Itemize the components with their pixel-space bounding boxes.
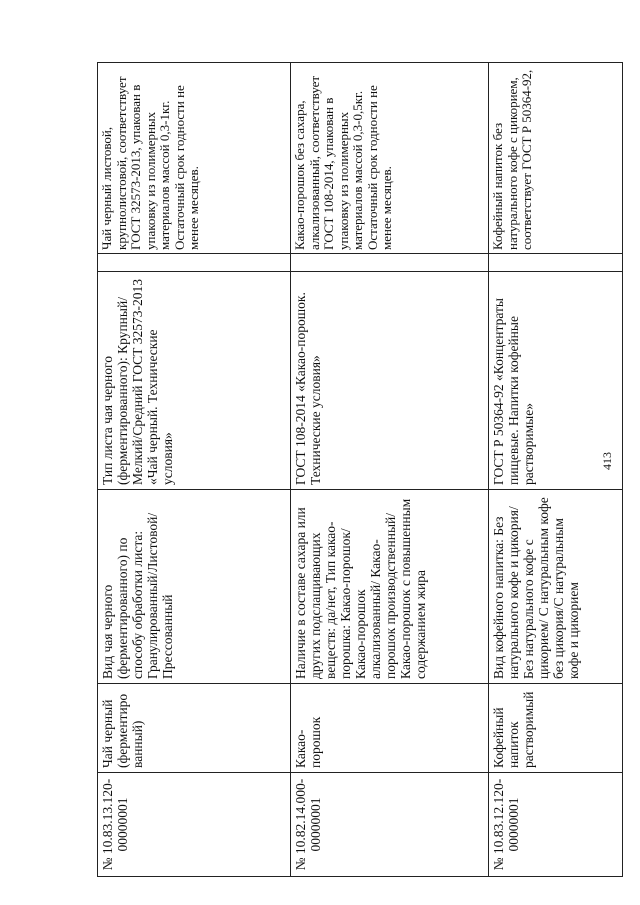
rotated-table-wrapper <box>97 63 607 877</box>
table-row <box>291 63 489 877</box>
product-name-cell: Кофейный напиток растворимый <box>489 684 623 773</box>
characteristic-cell: Вид кофейного напитка: Без натурального кофе и цикория/ Без натурального кофе с цикорием/ С натуральным кофе без цикория/С натуральным кофе и цикорием <box>489 490 623 684</box>
specification-cell: Какао-порошок без сахара, алкализованный, соответствует ГОСТ 108-2014, упакован в упаковку из полимерных материалов массой 0,3-0,5кг. Остаточный срок годности не менее месяцев. <box>291 63 489 254</box>
page-number: 413 <box>600 452 614 470</box>
empty-cell <box>291 254 489 272</box>
product-name-cell: Чай черный (ферментированный) <box>98 684 291 773</box>
okpd-code-cell: № 10.83.13.120-00000001 <box>98 773 291 877</box>
empty-cell <box>98 254 291 272</box>
empty-cell <box>489 254 623 272</box>
product-name-cell: Какао-порошок <box>291 684 489 773</box>
okpd-code-cell: № 10.83.12.120-00000001 <box>489 773 623 877</box>
standard-cell: ГОСТ Р 50364-92 «Концентраты пищевые. Напитки кофейные растворимые» <box>489 272 623 490</box>
specification-cell: Кофейный напиток без натурального кофе с цикорием, соответствует ГОСТ Р 50364-92, <box>489 63 623 254</box>
product-specification-table <box>97 62 623 877</box>
table-row <box>98 63 291 877</box>
okpd-code-cell: № 10.82.14.000-00000001 <box>291 773 489 877</box>
standard-cell: ГОСТ 108-2014 «Какао-порошок. Технические условия» <box>291 272 489 490</box>
standard-cell: Тип листа чая черного (ферментированного): Крупный/Мелкий/Средний ГОСТ 32573-2013 «Чай черный. Технические условия» <box>98 272 291 490</box>
characteristic-cell: Вид чая черного (ферментированного) по способу обработки листа: Гранулированный/Листовой/ Прессованный <box>98 490 291 684</box>
characteristic-cell: Наличие в составе сахара или других подслащивающих веществ: да/нет, Тип какао-порошка: Какао-порошок/ Какао-порошок алкализованный/ Какао-порошок производственный/Какао-порошок с повышенным содержанием жира <box>291 490 489 684</box>
specification-cell: Чай черный листовой, крупнолистовой, соответствует ГОСТ 32573-2013, упакован в упаковку из полимерных материалов массой 0,3-1кг. Остаточный срок годности не менее месяцев. <box>98 63 291 254</box>
